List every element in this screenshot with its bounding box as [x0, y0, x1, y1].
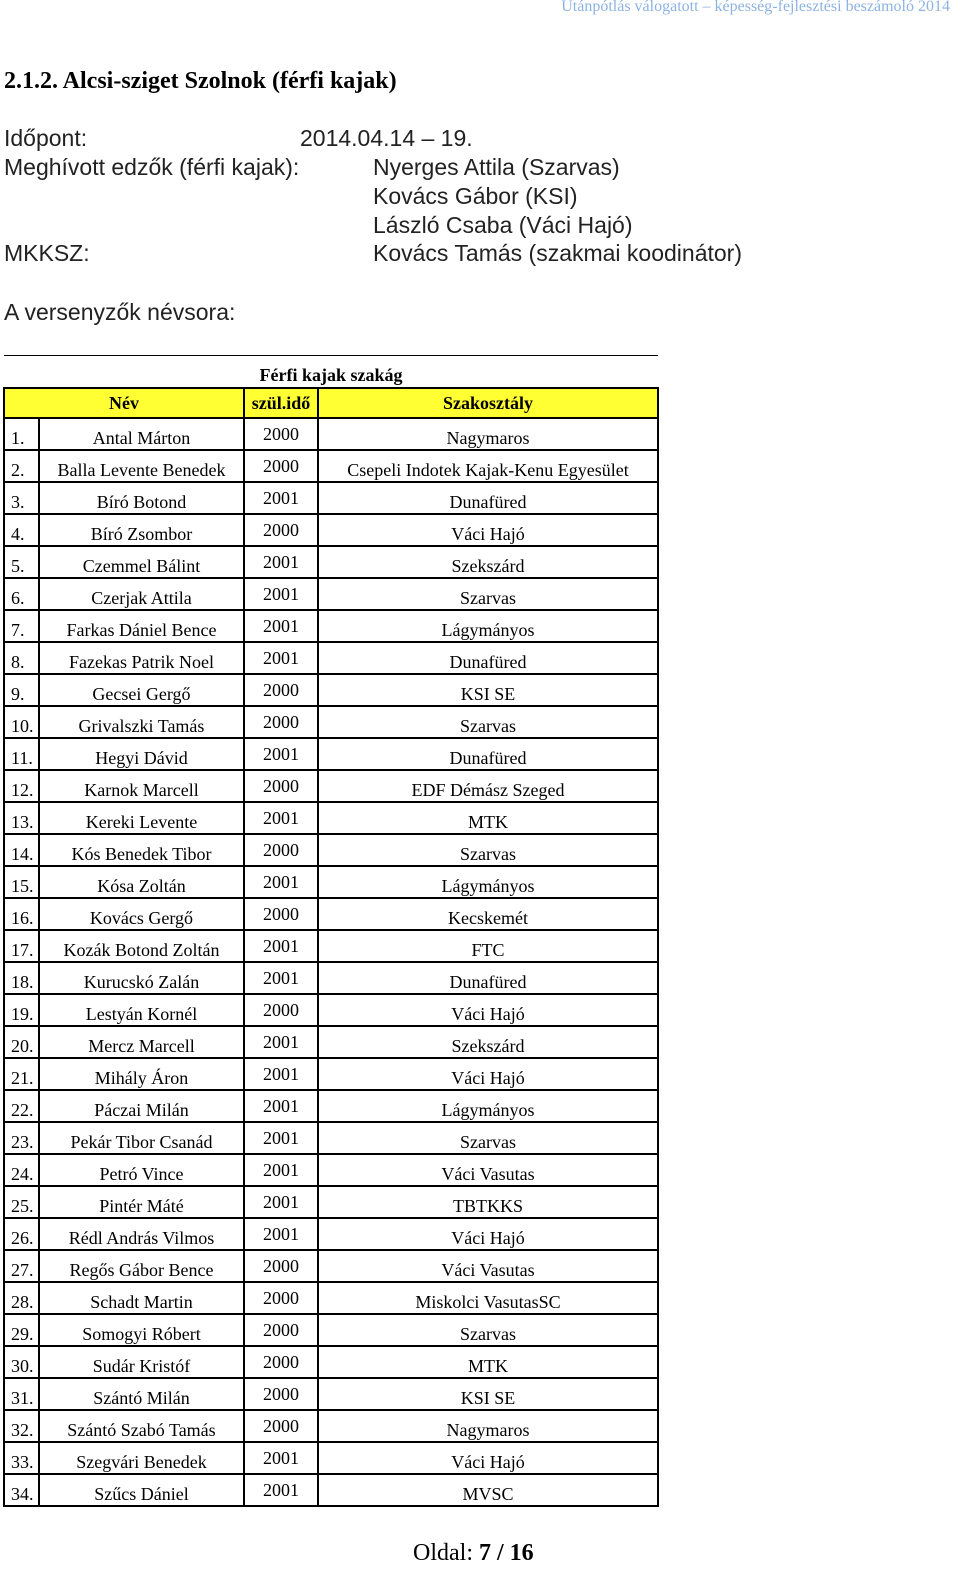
table-row	[4, 482, 658, 514]
row-name: Kovács Gergő	[39, 898, 244, 930]
row-club: Nagymaros	[318, 418, 658, 450]
row-club: Nagymaros	[318, 1410, 658, 1442]
row-year: 2000	[244, 674, 318, 706]
table-row	[4, 962, 658, 994]
row-club: Váci Vasutas	[318, 1154, 658, 1186]
row-year: 2001	[244, 866, 318, 898]
row-number: 4.	[4, 514, 39, 546]
row-number: 18.	[4, 962, 39, 994]
table-row	[4, 578, 658, 610]
row-number: 33.	[4, 1442, 39, 1474]
row-number: 1.	[4, 418, 39, 450]
table-row	[4, 1090, 658, 1122]
row-year: 2001	[244, 642, 318, 674]
row-name: Czerjak Attila	[39, 578, 244, 610]
section-title: 2.1.2. Alcsi-sziget Szolnok (férfi kajak)	[4, 68, 397, 94]
row-number: 3.	[4, 482, 39, 514]
row-name: Szegvári Benedek	[39, 1442, 244, 1474]
row-year: 2001	[244, 738, 318, 770]
row-name: Farkas Dániel Bence	[39, 610, 244, 642]
row-year: 2000	[244, 1378, 318, 1410]
row-name: Czemmel Bálint	[39, 546, 244, 578]
row-number: 21.	[4, 1058, 39, 1090]
row-name: Bíró Botond	[39, 482, 244, 514]
row-number: 32.	[4, 1410, 39, 1442]
row-year: 2000	[244, 418, 318, 450]
column-header-club: Szakosztály	[318, 388, 658, 418]
row-number: 26.	[4, 1218, 39, 1250]
row-year: 2000	[244, 1314, 318, 1346]
row-year: 2001	[244, 1122, 318, 1154]
row-club: TBTKKS	[318, 1186, 658, 1218]
table-row	[4, 1122, 658, 1154]
row-number: 24.	[4, 1154, 39, 1186]
table-row	[4, 770, 658, 802]
row-number: 31.	[4, 1378, 39, 1410]
table-row	[4, 418, 658, 450]
row-number: 15.	[4, 866, 39, 898]
table-row	[4, 1314, 658, 1346]
row-number: 14.	[4, 834, 39, 866]
row-name: Kurucskó Zalán	[39, 962, 244, 994]
row-year: 2000	[244, 834, 318, 866]
row-name: Pintér Máté	[39, 1186, 244, 1218]
row-club: Dunafüred	[318, 962, 658, 994]
row-club: KSI SE	[318, 674, 658, 706]
row-club: Kecskemét	[318, 898, 658, 930]
row-name: Pekár Tibor Csanád	[39, 1122, 244, 1154]
table-row	[4, 1058, 658, 1090]
row-year: 2001	[244, 1090, 318, 1122]
row-year: 2000	[244, 1282, 318, 1314]
row-name: Grivalszki Tamás	[39, 706, 244, 738]
row-year: 2001	[244, 578, 318, 610]
row-number: 29.	[4, 1314, 39, 1346]
row-number: 28.	[4, 1282, 39, 1314]
row-year: 2001	[244, 1442, 318, 1474]
row-name: Mihály Áron	[39, 1058, 244, 1090]
row-club: Lágymányos	[318, 1090, 658, 1122]
row-club: FTC	[318, 930, 658, 962]
row-club: Váci Hajó	[318, 1218, 658, 1250]
row-name: Mercz Marcell	[39, 1026, 244, 1058]
row-name: Balla Levente Benedek	[39, 450, 244, 482]
row-club: Szarvas	[318, 834, 658, 866]
row-club: Csepeli Indotek Kajak-Kenu Egyesület	[318, 450, 658, 482]
coaches-label: Meghívott edzők (férfi kajak):	[4, 154, 300, 180]
roster-table	[3, 355, 659, 1507]
table-row	[4, 450, 658, 482]
row-club: Szarvas	[318, 1122, 658, 1154]
column-header-name: Név	[4, 388, 244, 418]
row-club: Miskolci VasutasSC	[318, 1282, 658, 1314]
row-club: MVSC	[318, 1474, 658, 1506]
page-value: 7 / 16	[479, 1540, 534, 1566]
row-name: Antal Márton	[39, 418, 244, 450]
row-club: Szarvas	[318, 706, 658, 738]
row-name: Páczai Milán	[39, 1090, 244, 1122]
row-number: 16.	[4, 898, 39, 930]
row-year: 2001	[244, 610, 318, 642]
table-caption: Férfi kajak szakág	[4, 356, 658, 389]
table-row	[4, 866, 658, 898]
table-row	[4, 1410, 658, 1442]
row-year: 2001	[244, 546, 318, 578]
table-row	[4, 706, 658, 738]
row-year: 2000	[244, 994, 318, 1026]
row-year: 2000	[244, 1250, 318, 1282]
coach-2: Kovács Gábor (KSI)	[373, 183, 578, 209]
row-club: MTK	[318, 802, 658, 834]
row-number: 12.	[4, 770, 39, 802]
row-club: Szekszárd	[318, 1026, 658, 1058]
date-label: Időpont:	[4, 125, 88, 151]
row-name: Lestyán Kornél	[39, 994, 244, 1026]
row-number: 11.	[4, 738, 39, 770]
row-year: 2001	[244, 802, 318, 834]
row-number: 10.	[4, 706, 39, 738]
page-label: Oldal:	[413, 1540, 473, 1566]
row-number: 20.	[4, 1026, 39, 1058]
row-year: 2000	[244, 1346, 318, 1378]
row-year: 2001	[244, 482, 318, 514]
row-number: 17.	[4, 930, 39, 962]
row-number: 23.	[4, 1122, 39, 1154]
row-name: Petró Vince	[39, 1154, 244, 1186]
table-row	[4, 1250, 658, 1282]
row-year: 2000	[244, 1410, 318, 1442]
row-club: MTK	[318, 1346, 658, 1378]
table-row	[4, 1474, 658, 1506]
row-year: 2000	[244, 450, 318, 482]
row-number: 9.	[4, 674, 39, 706]
row-year: 2000	[244, 898, 318, 930]
row-year: 2001	[244, 1218, 318, 1250]
row-year: 2000	[244, 770, 318, 802]
table-row	[4, 994, 658, 1026]
table-row	[4, 1218, 658, 1250]
row-club: Váci Hajó	[318, 1058, 658, 1090]
row-club: Szarvas	[318, 578, 658, 610]
row-year: 2001	[244, 1154, 318, 1186]
row-name: Kósa Zoltán	[39, 866, 244, 898]
row-name: Schadt Martin	[39, 1282, 244, 1314]
row-number: 7.	[4, 610, 39, 642]
row-name: Gecsei Gergő	[39, 674, 244, 706]
row-name: Szántó Szabó Tamás	[39, 1410, 244, 1442]
row-name: Szántó Milán	[39, 1378, 244, 1410]
row-name: Sudár Kristóf	[39, 1346, 244, 1378]
mkksz-label: MKKSZ:	[4, 240, 90, 266]
page-number	[413, 1540, 534, 1567]
row-name: Karnok Marcell	[39, 770, 244, 802]
coach-3: László Csaba (Váci Hajó)	[373, 212, 633, 238]
row-year: 2001	[244, 930, 318, 962]
row-number: 5.	[4, 546, 39, 578]
row-club: Váci Hajó	[318, 1442, 658, 1474]
table-row	[4, 1442, 658, 1474]
row-year: 2001	[244, 962, 318, 994]
table-row	[4, 930, 658, 962]
row-number: 6.	[4, 578, 39, 610]
row-club: Váci Hajó	[318, 514, 658, 546]
row-number: 2.	[4, 450, 39, 482]
row-year: 2001	[244, 1186, 318, 1218]
row-club: KSI SE	[318, 1378, 658, 1410]
row-name: Kozák Botond Zoltán	[39, 930, 244, 962]
mkksz-value: Kovács Tamás (szakmai koodinátor)	[373, 240, 742, 266]
table-row	[4, 546, 658, 578]
row-name: Kós Benedek Tibor	[39, 834, 244, 866]
table-row	[4, 834, 658, 866]
coach-1: Nyerges Attila (Szarvas)	[373, 154, 620, 180]
table-row	[4, 738, 658, 770]
table-header-row	[4, 388, 658, 418]
row-club: Szarvas	[318, 1314, 658, 1346]
row-year: 2001	[244, 1474, 318, 1506]
row-club: EDF Démász Szeged	[318, 770, 658, 802]
row-club: Szekszárd	[318, 546, 658, 578]
table-row	[4, 642, 658, 674]
table-row	[4, 802, 658, 834]
row-year: 2000	[244, 514, 318, 546]
row-number: 13.	[4, 802, 39, 834]
row-club: Lágymányos	[318, 866, 658, 898]
row-name: Bíró Zsombor	[39, 514, 244, 546]
row-number: 19.	[4, 994, 39, 1026]
row-name: Rédl András Vilmos	[39, 1218, 244, 1250]
row-number: 30.	[4, 1346, 39, 1378]
column-header-year: szül.idő	[244, 388, 318, 418]
table-row	[4, 514, 658, 546]
date-value: 2014.04.14 – 19.	[300, 125, 473, 151]
row-number: 8.	[4, 642, 39, 674]
row-club: Váci Hajó	[318, 994, 658, 1026]
row-club: Dunafüred	[318, 482, 658, 514]
row-club: Dunafüred	[318, 738, 658, 770]
row-year: 2001	[244, 1026, 318, 1058]
running-header: Utánpótlás válogatott – képesség-fejlesztési beszámoló 2014	[561, 0, 950, 15]
table-row	[4, 1026, 658, 1058]
row-number: 27.	[4, 1250, 39, 1282]
table-caption-row	[4, 356, 658, 389]
row-name: Somogyi Róbert	[39, 1314, 244, 1346]
row-year: 2000	[244, 706, 318, 738]
roster-title: A versenyzők névsora:	[4, 299, 236, 325]
row-name: Hegyi Dávid	[39, 738, 244, 770]
row-name: Regős Gábor Bence	[39, 1250, 244, 1282]
row-number: 25.	[4, 1186, 39, 1218]
row-club: Dunafüred	[318, 642, 658, 674]
row-number: 34.	[4, 1474, 39, 1506]
row-year: 2001	[244, 1058, 318, 1090]
table-row	[4, 1378, 658, 1410]
row-number: 22.	[4, 1090, 39, 1122]
table-row	[4, 1346, 658, 1378]
row-name: Kereki Levente	[39, 802, 244, 834]
table-row	[4, 1186, 658, 1218]
table-row	[4, 674, 658, 706]
table-row	[4, 610, 658, 642]
row-name: Szűcs Dániel	[39, 1474, 244, 1506]
table-row	[4, 1154, 658, 1186]
row-name: Fazekas Patrik Noel	[39, 642, 244, 674]
row-club: Lágymányos	[318, 610, 658, 642]
table-row	[4, 1282, 658, 1314]
table-row	[4, 898, 658, 930]
row-club: Váci Vasutas	[318, 1250, 658, 1282]
